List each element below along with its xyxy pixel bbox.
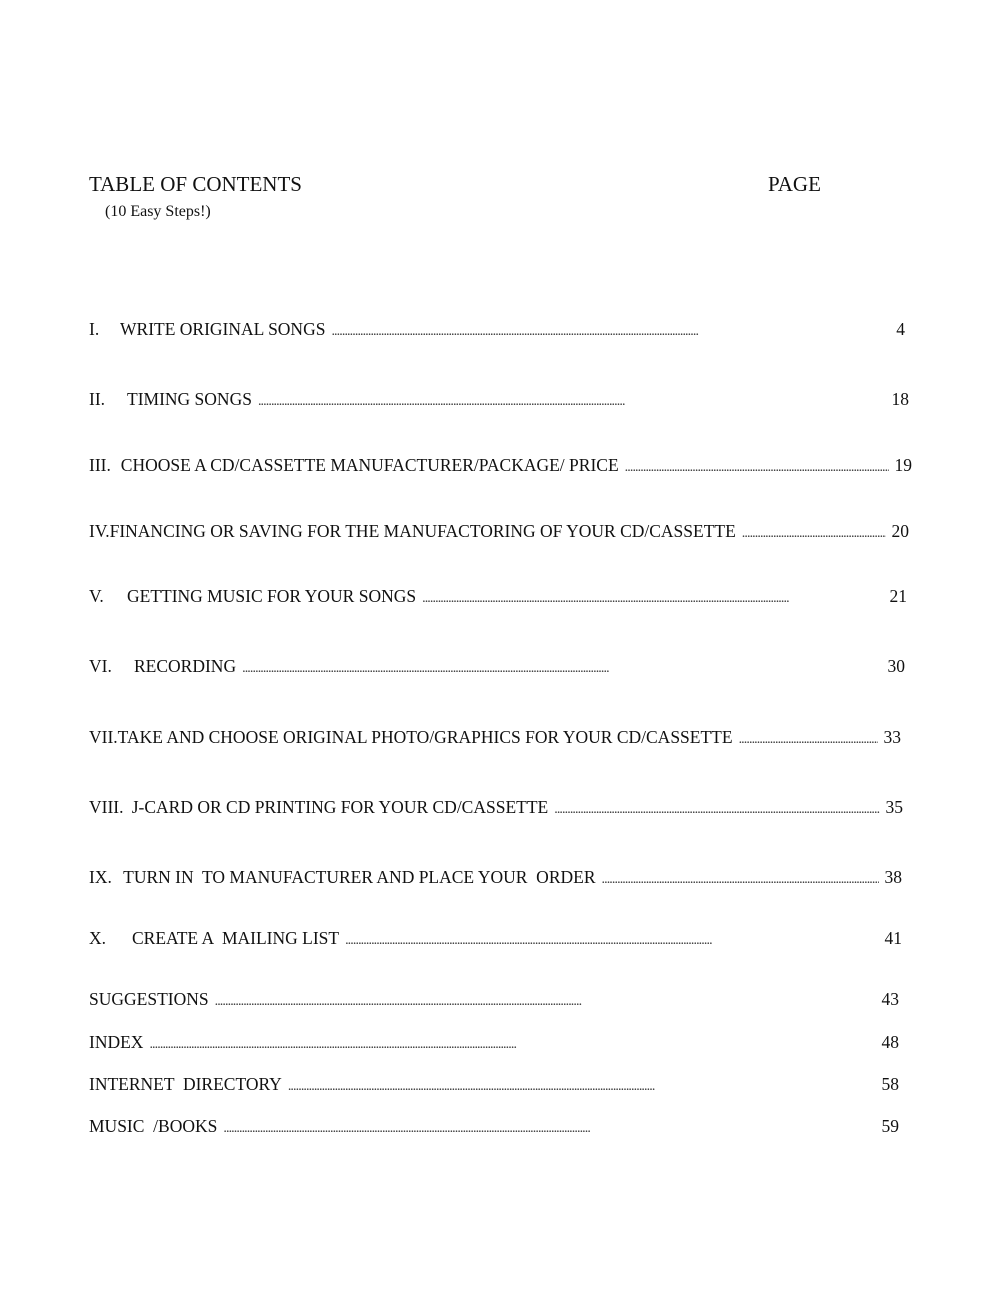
toc-entry[interactable] xyxy=(89,655,905,677)
page-title: TABLE OF CONTENTS xyxy=(89,172,302,196)
toc-entry-leader xyxy=(345,930,878,952)
toc-entry-numeral: IX. xyxy=(89,867,112,887)
toc-entry-leader xyxy=(625,457,889,479)
toc-entry-leader xyxy=(422,588,883,610)
toc-entry[interactable] xyxy=(89,866,902,888)
toc-entry-title: GETTING MUSIC FOR YOUR SONGS xyxy=(127,586,417,606)
toc-entry-title: INDEX xyxy=(89,1032,144,1052)
toc-entry-leader xyxy=(602,869,879,891)
toc-entry-title: CHOOSE A CD/CASSETTE MANUFACTURER/PACKAGE/ PRICE xyxy=(120,455,619,475)
toc-entry-leader xyxy=(258,391,886,413)
toc-entry-numeral: X. xyxy=(89,928,107,948)
toc-entry-page: 35 xyxy=(885,797,903,817)
toc-entry-page: 41 xyxy=(884,928,902,948)
toc-entry[interactable] xyxy=(89,585,907,607)
toc-entry-numeral: VIII. xyxy=(89,797,124,817)
toc-entry-leader xyxy=(215,991,876,1013)
toc-entry-page: 59 xyxy=(881,1116,899,1136)
toc-entry-page: 19 xyxy=(894,455,912,475)
toc-entry-page: 58 xyxy=(881,1074,899,1094)
toc-entry-page: 33 xyxy=(883,727,901,747)
toc-entry-leader xyxy=(149,1034,875,1056)
toc-entry-page: 38 xyxy=(884,867,902,887)
toc-entry-page: 43 xyxy=(881,989,899,1009)
toc-entry[interactable] xyxy=(89,520,909,542)
toc-entry-leader xyxy=(331,321,890,343)
toc-entry-title: TIMING SONGS xyxy=(127,389,252,409)
toc-entry-title: WRITE ORIGINAL SONGS xyxy=(120,319,326,339)
toc-entry-numeral: II. xyxy=(89,389,106,409)
toc-entry-page: 4 xyxy=(896,319,905,339)
toc-entry[interactable] xyxy=(89,1031,899,1053)
toc-entry-leader xyxy=(739,729,878,751)
page-subtitle: (10 Easy Steps!) xyxy=(105,203,211,220)
toc-entry-title: INTERNET DIRECTORY xyxy=(89,1074,282,1094)
toc-entry-numeral: I. xyxy=(89,319,100,339)
toc-entry-title: SUGGESTIONS xyxy=(89,989,209,1009)
toc-entry-leader xyxy=(554,799,879,821)
toc-entry-page: 18 xyxy=(891,389,909,409)
toc-entry-numeral: VII. xyxy=(89,727,118,747)
toc-entry[interactable] xyxy=(89,454,912,476)
toc-entry[interactable] xyxy=(89,927,902,949)
toc-entry-numeral: IV. xyxy=(89,521,110,541)
page-column-heading: PAGE xyxy=(768,172,821,196)
toc-entry-title: FINANCING OR SAVING FOR THE MANUFACTORING OF YOUR CD/CASSETTE xyxy=(109,521,736,541)
toc-entry[interactable] xyxy=(89,1073,899,1095)
toc-entry[interactable] xyxy=(89,1115,899,1137)
toc-entry-leader xyxy=(223,1118,875,1140)
toc-entry-page: 20 xyxy=(891,521,909,541)
toc-entry-leader xyxy=(288,1076,876,1098)
toc-entry-title: J-CARD OR CD PRINTING FOR YOUR CD/CASSETTE xyxy=(131,797,549,817)
toc-entry-page: 48 xyxy=(881,1032,899,1052)
toc-entry-leader xyxy=(242,658,881,680)
toc-entry-page: 21 xyxy=(889,586,907,606)
toc-entry-title: CREATE A MAILING LIST xyxy=(132,928,340,948)
toc-entry-numeral: VI. xyxy=(89,656,112,676)
toc-entry[interactable] xyxy=(89,988,899,1010)
toc-entry[interactable] xyxy=(89,388,909,410)
toc-entry-numeral: III. xyxy=(89,455,111,475)
toc-entry-title: TURN IN TO MANUFACTURER AND PLACE YOUR ORDER xyxy=(123,867,596,887)
toc-entry[interactable] xyxy=(89,796,903,818)
toc-entry-title: TAKE AND CHOOSE ORIGINAL PHOTO/GRAPHICS FOR YOUR CD/CASSETTE xyxy=(117,727,733,747)
toc-entry-title: MUSIC /BOOKS xyxy=(89,1116,218,1136)
toc-entry[interactable] xyxy=(89,318,905,340)
toc-entry-numeral: V. xyxy=(89,586,104,606)
toc-entry-page: 30 xyxy=(887,656,905,676)
toc-entry[interactable] xyxy=(89,726,901,748)
toc-entry-leader xyxy=(742,523,886,545)
toc-entry-title: RECORDING xyxy=(134,656,237,676)
